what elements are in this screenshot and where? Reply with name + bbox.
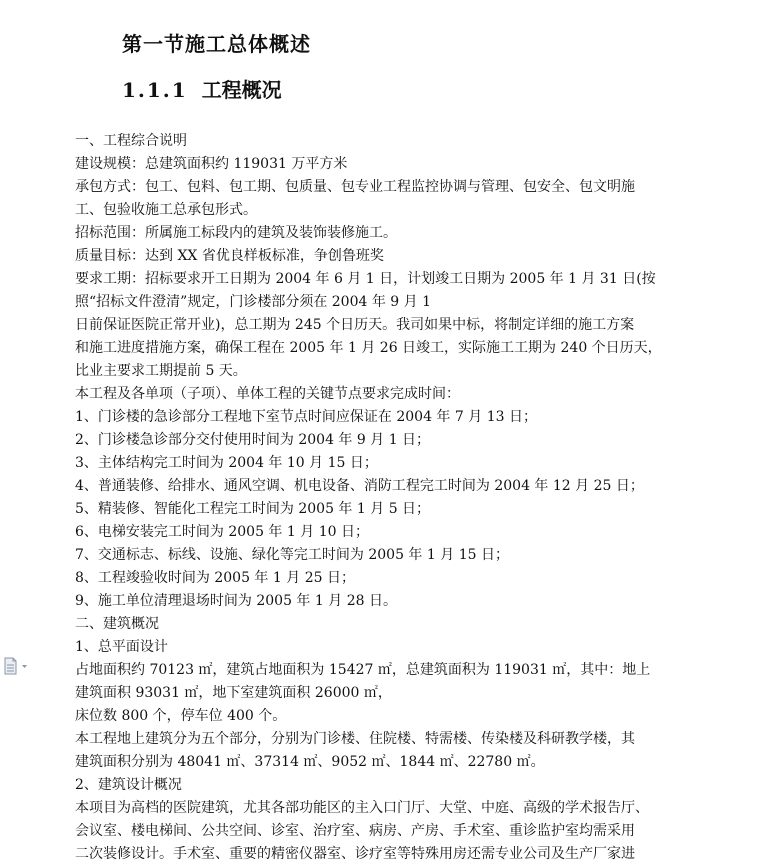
text-line: 本工程及各单项（子项）、单体工程的关键节点要求完成时间： bbox=[75, 386, 460, 402]
text-line: 质量目标：达到 XX 省优良样板标准，争创鲁班奖 bbox=[75, 248, 384, 264]
text-line: 2、建筑设计概况 bbox=[75, 777, 182, 793]
text-line: 二次装修设计。手术室、重要的精密仪器室、诊疗室等特殊用房还需专业公司及生产厂家进 bbox=[75, 846, 635, 862]
section-heading: 第一节施工总体概述 bbox=[122, 32, 311, 56]
text-line: 本工程地上建筑分为五个部分，分别为门诊楼、住院楼、特需楼、传染楼及科研教学楼，其 bbox=[75, 731, 635, 747]
text-line: 照“招标文件澄清”规定，门诊楼部分须在 2004 年 9 月 1 bbox=[75, 294, 432, 310]
list-item: 7、交通标志、标线、设施、绿化等完工时间为 2005 年 1 月 15 日； bbox=[75, 547, 509, 563]
text-line: 占地面积约 70123 ㎡，建筑占地面积为 15427 ㎡，总建筑面积为 119031 ㎡，其中：地上 bbox=[75, 662, 651, 678]
list-item: 5、精装修、智能化工程完工时间为 2005 年 1 月 5 日； bbox=[75, 501, 431, 517]
text-line: 建设规模：总建筑面积约 119031 万平方米 bbox=[75, 156, 348, 172]
text-line: 工、包验收施工总承包形式。 bbox=[75, 202, 257, 218]
list-item: 2、门诊楼急诊部分交付使用时间为 2004 年 9 月 1 日； bbox=[75, 432, 431, 448]
list-item: 9、施工单位清理退场时间为 2005 年 1 月 28 日。 bbox=[75, 593, 397, 609]
list-item: 3、主体结构完工时间为 2004 年 10 月 15 日； bbox=[75, 455, 378, 471]
text-line: 一、工程综合说明 bbox=[75, 133, 187, 149]
text-line: 建筑面积分别为 48041 ㎡、37314 ㎡、9052 ㎡、1844 ㎡、22780 ㎡。 bbox=[75, 754, 545, 770]
text-line: 要求工期：招标要求开工日期为 2004 年 6 月 1 日，计划竣工日期为 2005 年 1 月 31 日(按 bbox=[75, 271, 656, 287]
list-item: 6、电梯安装完工时间为 2005 年 1 月 10 日； bbox=[75, 524, 369, 540]
text-line: 承包方式：包工、包料、包工期、包质量、包专业工程监控协调与管理、包安全、包文明施 bbox=[75, 179, 635, 195]
list-item: 1、门诊楼的急诊部分工程地下室节点时间应保证在 2004 年 7 月 13 日； bbox=[75, 409, 537, 425]
text-line: 1、总平面设计 bbox=[75, 639, 168, 655]
subsection-number: 1.1.1 bbox=[122, 78, 188, 102]
text-line: 建筑面积 93031 ㎡，地下室建筑面积 26000 ㎡， bbox=[75, 685, 392, 701]
text-line: 床位数 800 个，停车位 400 个。 bbox=[75, 708, 287, 724]
list-item: 8、工程竣验收时间为 2005 年 1 月 25 日； bbox=[75, 570, 355, 586]
text-line: 招标范围：所属施工标段内的建筑及装饰装修施工。 bbox=[75, 225, 397, 241]
text-line: 日前保证医院正常开业)，总工期为 245 个日历天。我司如果中标，将制定详细的施工方案 bbox=[75, 317, 635, 333]
document-margin-icon[interactable] bbox=[3, 657, 31, 675]
body-text bbox=[75, 130, 693, 866]
list-item: 4、普通装修、给排水、通风空调、机电设备、消防工程完工时间为 2004 年 12 月 25 日； bbox=[75, 478, 644, 494]
text-line: 会议室、楼电梯间、公共空间、诊室、治疗室、病房、产房、手术室、重诊监护室均需采用 bbox=[75, 823, 635, 839]
text-line: 比业主要求工期提前 5 天。 bbox=[75, 363, 247, 379]
text-line: 本项目为高档的医院建筑，尤其各部功能区的主入口门厅、大堂、中庭、高级的学术报告厅、 bbox=[75, 800, 649, 816]
subsection-heading bbox=[122, 74, 282, 103]
text-line: 和施工进度措施方案，确保工程在 2005 年 1 月 26 日竣工，实际施工工期为 240 个日历天， bbox=[75, 340, 662, 356]
text-line: 二、建筑概况 bbox=[75, 616, 159, 632]
subsection-title: 工程概况 bbox=[201, 78, 282, 102]
